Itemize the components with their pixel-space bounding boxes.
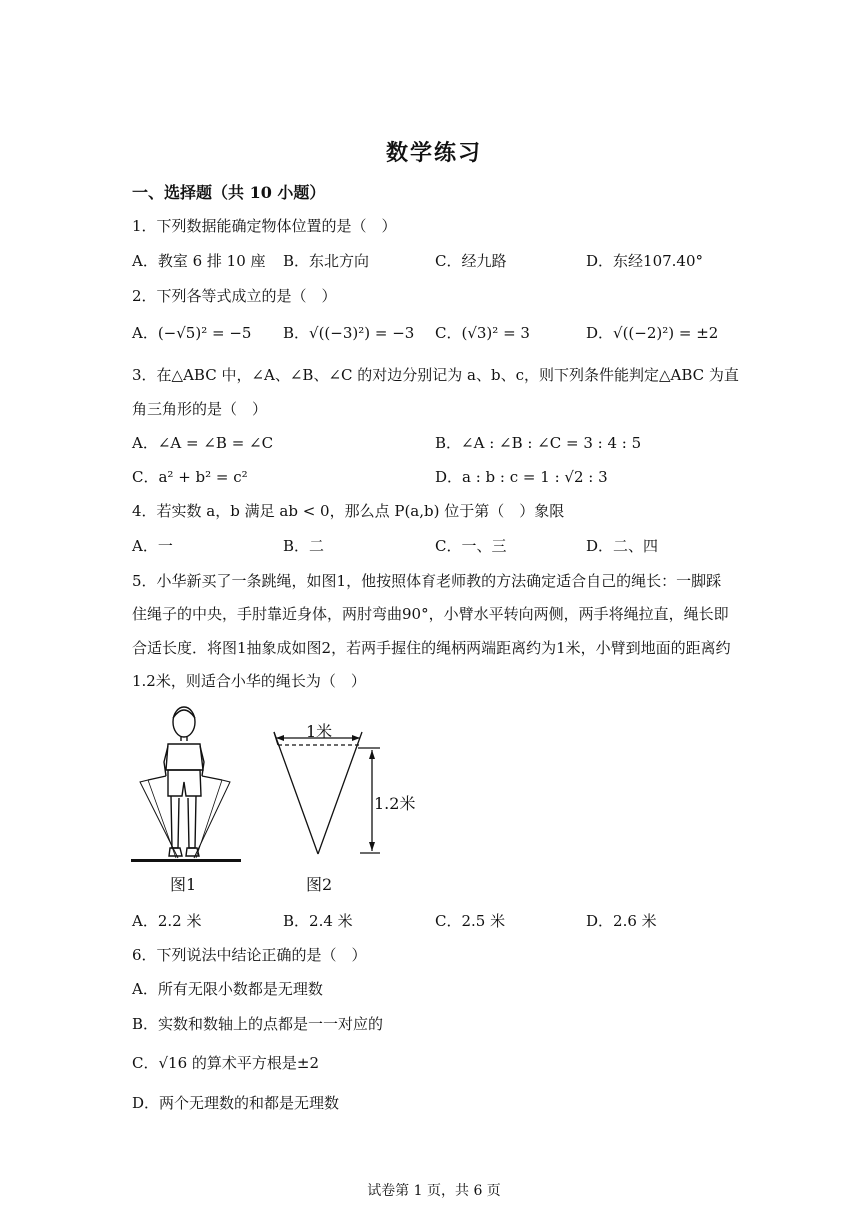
question-2-option-d[interactable]: D．√((−2)²) = ±2	[586, 324, 719, 342]
page-footer: 试卷第 1 页，共 6 页	[367, 1183, 501, 1199]
question-5-option-d[interactable]: D．2.6 米	[586, 912, 657, 930]
question-2-stem: 2．下列各等式成立的是（ ）	[132, 287, 337, 305]
figure-1-caption: 图1	[170, 875, 197, 894]
question-6-option-b[interactable]: B．实数和数轴上的点都是一一对应的	[132, 1015, 384, 1033]
question-5-line4: 1.2米，则适合小华的绳长为（ ）	[132, 672, 366, 690]
figure-2-caption: 图2	[306, 875, 333, 894]
question-1-option-d[interactable]: D．东经107.40°	[586, 252, 704, 270]
figure-2-triangle-diagram	[262, 712, 422, 862]
question-2-option-a[interactable]: A．(−√5)² = −5	[132, 324, 252, 342]
question-5-option-a[interactable]: A．2.2 米	[132, 912, 202, 930]
question-1-option-a[interactable]: A．教室 6 排 10 座	[132, 252, 266, 270]
question-4-option-a[interactable]: A．一	[132, 537, 173, 555]
question-5-line1: 5．小华新买了一条跳绳，如图1，他按照体育老师教的方法确定适合自己的绳长：一脚踩	[132, 572, 722, 590]
question-3-stem-line1: 3．在△ABC 中，∠A、∠B、∠C 的对边分别记为 a、b、c，则下列条件能判定△ABC 为直	[132, 366, 739, 384]
question-3-option-c[interactable]: C．a² + b² = c²	[132, 468, 248, 486]
question-2-option-c[interactable]: C．(√3)² = 3	[435, 324, 530, 342]
question-4-option-d[interactable]: D．二、四	[586, 537, 659, 555]
question-5-option-b[interactable]: B．2.4 米	[283, 912, 353, 930]
figure-1-person-with-rope	[128, 700, 248, 868]
question-2-option-b[interactable]: B．√((−3)²) = −3	[283, 324, 415, 342]
figure-2-side-label: 1.2米	[374, 794, 416, 813]
page-title: 数学练习	[385, 140, 482, 166]
question-4-option-c[interactable]: C．一、三	[435, 537, 507, 555]
question-6-option-c[interactable]: C．√16 的算术平方根是±2	[132, 1054, 320, 1072]
question-4-stem: 4．若实数 a，b 满足 ab < 0，那么点 P(a,b) 位于第（ ）象限	[132, 502, 565, 520]
question-1-option-c[interactable]: C．经九路	[435, 252, 507, 270]
question-6-stem: 6．下列说法中结论正确的是（ ）	[132, 946, 367, 964]
question-5-line3: 合适长度．将图1抽象成如图2，若两手握住的绳柄两端距离约为1米，小臂到地面的距离约	[132, 639, 731, 657]
question-4-option-b[interactable]: B．二	[283, 537, 325, 555]
question-6-option-d[interactable]: D．两个无理数的和都是无理数	[132, 1094, 340, 1112]
question-3-option-a[interactable]: A．∠A = ∠B = ∠C	[132, 434, 274, 452]
question-6-option-a[interactable]: A．所有无限小数都是无理数	[132, 980, 323, 998]
question-3-option-b[interactable]: B．∠A : ∠B : ∠C = 3 : 4 : 5	[435, 434, 642, 452]
question-5-option-c[interactable]: C．2.5 米	[435, 912, 506, 930]
question-3-option-d[interactable]: D．a : b : c = 1 : √2 : 3	[435, 468, 608, 486]
question-5-line2: 住绳子的中央，手肘靠近身体，两肘弯曲90°，小臂水平转向两侧，两手将绳拉直，绳长即	[132, 605, 729, 623]
question-1-stem: 1．下列数据能确定物体位置的是（ ）	[132, 217, 397, 235]
question-3-stem-line2: 角三角形的是（ ）	[132, 400, 268, 418]
figure-2-top-label: 1米	[306, 722, 333, 741]
section-heading: 一、选择题（共 10 小题）	[132, 183, 326, 202]
question-1-option-b[interactable]: B．东北方向	[283, 252, 370, 270]
